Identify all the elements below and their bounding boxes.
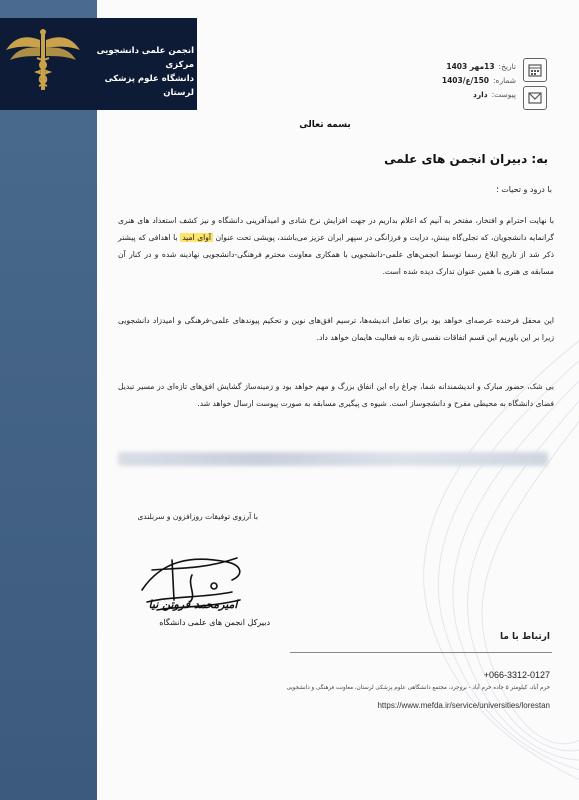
org-line-2: دانشگاه علوم پزشکی لرستان xyxy=(104,74,194,98)
caduceus-logo-icon xyxy=(4,26,82,96)
number-row xyxy=(420,74,516,88)
recipient-line: به: دبیران انجمن های علمی xyxy=(384,152,548,166)
signature-title: دبیرکل انجمن های علمی دانشگاه xyxy=(159,618,270,627)
calendar-icon xyxy=(523,58,547,82)
decorative-waves xyxy=(280,300,579,800)
p1-part-a: با نهایت احترام و افتخار، مفتخر به آنیم که اعلام بداریم در جهت افزایش نرخ شادی و امیدآفرینی دانشگاه و نیز کشف استعداد های هنری گرانمایه دانشجویان، که تجلی‌گاه بینش، درایت و فرزانگی در سپهر ایران عزیز می‌باشند، پویشی تحت عنوان xyxy=(118,216,554,242)
contact-address: خرم آباد، کیلومتر ۵ جاده خرم آباد - بروجرد، مجتمع دانشگاهی علوم پزشکی لرستان، معاونت فرهنگی و دانشجویی xyxy=(286,685,550,691)
body-paragraph-2: این محفل فرخنده عرصه‌ای خواهد بود برای تعامل اندیشه‌ها، ترسیم افق‌های نوین و تحکیم پیوندهای علمی-فرهنگی و امیدزاد دانشجویی زیرا بر این باوریم این قسم اتفاقات نفسی تازه به فعالیت هایمان خواهد داد. xyxy=(118,316,554,342)
date-value: 13مهر 1403 xyxy=(446,62,495,71)
p1-part-b: با اهدافی که پیشتر ذکر شد از تاریخ ابلاغ رسما توسط انجمن‌های علمی-دانشجویی با همکاری معاونت محترم فرهنگی-دانشجویی نهادینه شده و در کنار آن مسابقه ی هنری با همین عنوان تدارک دیده شده است. xyxy=(118,233,554,276)
date-row xyxy=(420,60,516,74)
campaign-name-highlight: آوای امید xyxy=(182,233,212,242)
contact-phone: +066-3312-0127 xyxy=(483,670,550,680)
signature-name: امیرمحمد فروتن نیا xyxy=(148,598,238,611)
body-paragraph-1 xyxy=(118,212,554,280)
contact-divider xyxy=(290,652,552,653)
attachment-label: پیوست: xyxy=(491,90,516,99)
org-line-1: انجمن علمی دانشجویی مرکزی xyxy=(96,46,194,70)
attachment-value: دارد xyxy=(473,90,488,99)
body-paragraph-3: بی شک، حضور مبارک و اندیشمندانه شما، چراغ راه این اتفاق بزرگ و مهم خواهد بود و زمینه‌ساز گشایش افق‌های تازه‌ای در مسیر تبدیل فضای دانشگاه به محیطی مفرح و دانشجوساز است. شیوه ی پیگیری مسابقه به صورت پیوست ارسال خواهد شد. xyxy=(118,382,554,408)
number-label: شماره: xyxy=(493,76,516,85)
attachment-row xyxy=(420,88,516,102)
envelope-icon xyxy=(523,86,547,110)
header-logo-box xyxy=(0,18,197,110)
left-color-band xyxy=(0,0,97,800)
bismillah-heading: بسمه تعالی xyxy=(299,120,351,130)
redacted-blurred-line xyxy=(118,452,548,466)
number-value: 150/ع/1403 xyxy=(441,76,490,85)
letter-meta xyxy=(420,60,516,102)
greeting-line: با درود و تحیات ؛ xyxy=(496,185,552,194)
contact-url: https://www.mefda.ir/service/universities/lorestan xyxy=(377,701,550,710)
header-org-title xyxy=(86,44,194,100)
closing-line: با آرزوی توفیقات روزافزون و سربلندی xyxy=(137,512,258,521)
date-label: تاریخ: xyxy=(498,62,516,71)
contact-heading: ارتباط با ما xyxy=(499,632,550,642)
